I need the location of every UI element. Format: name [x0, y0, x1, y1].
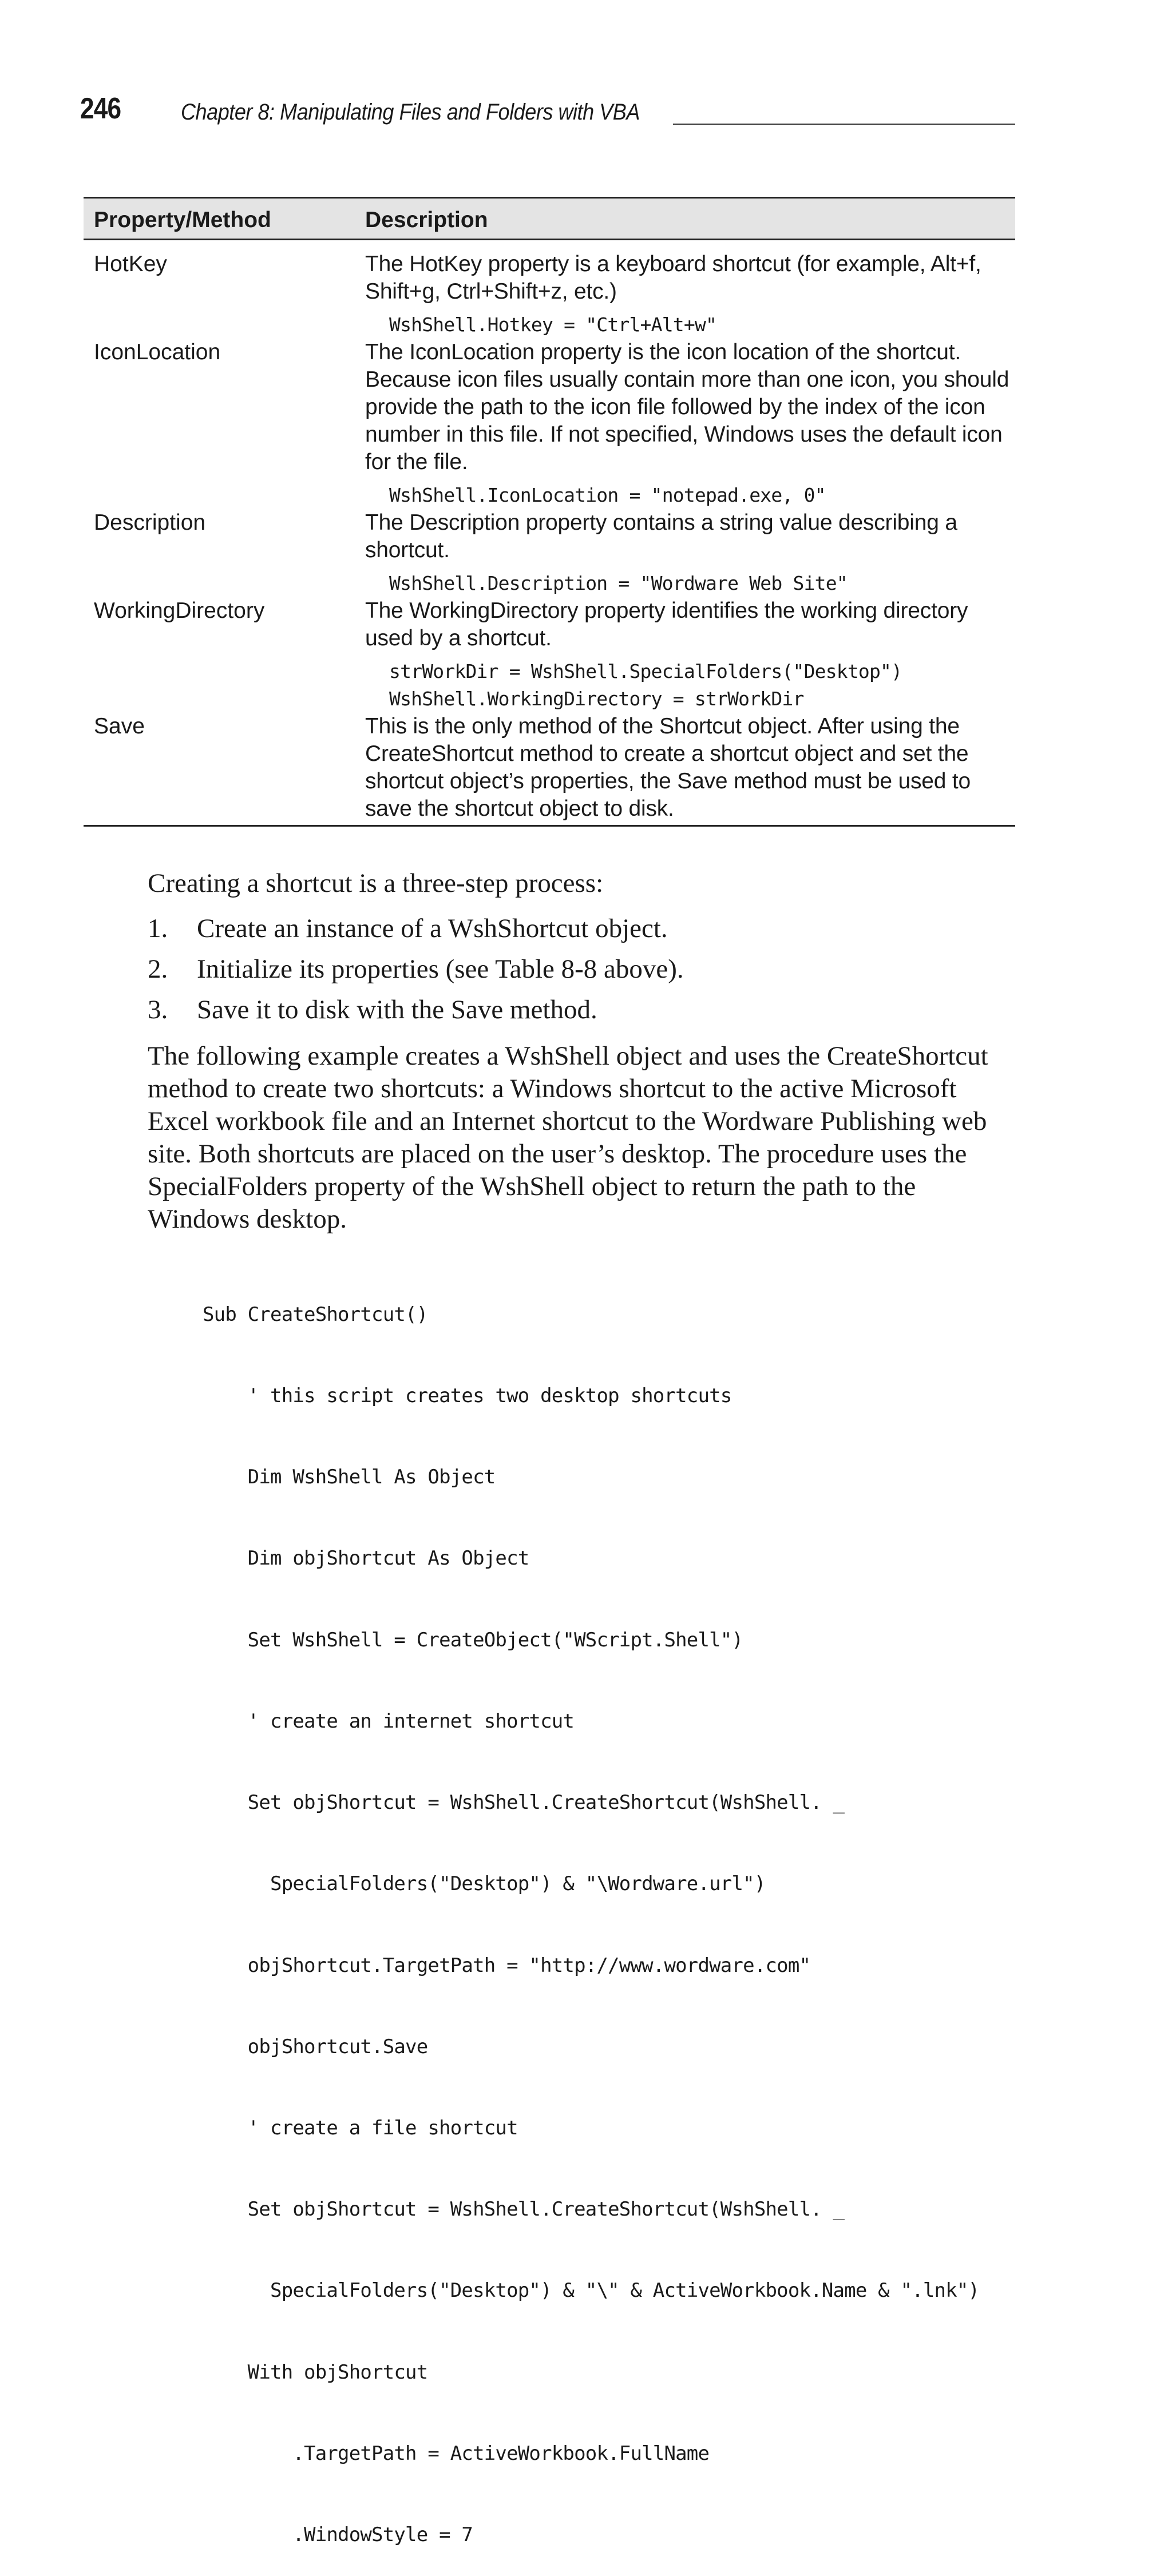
code-line: SpecialFolders("Desktop") & "\" & ActiveWorkbook.Name & ".lnk")	[203, 2279, 980, 2303]
row-description: The IconLocation property is the icon location of the shortcut. Because icon files usually contain more than one icon, you should provide the path to the icon file followed by the index of the icon number in this file. If not specified, Windows uses the default icon for the file.	[365, 340, 1009, 474]
row-description: The Description property contains a string value describing a shortcut.	[365, 510, 957, 562]
code-line: .TargetPath = ActiveWorkbook.FullName	[203, 2442, 710, 2465]
list-item	[148, 949, 684, 990]
step-number: 1.	[148, 914, 168, 943]
code-line: objShortcut.TargetPath = "http://www.wordware.com"	[203, 1954, 811, 1977]
row-code-line: strWorkDir = WshShell.SpecialFolders("Desktop")	[389, 660, 902, 682]
step-number: 2.	[148, 954, 168, 984]
step-text: Create an instance of a WshShortcut object.	[197, 914, 668, 943]
code-line: Set WshShell = CreateObject("WScript.Shell")	[203, 1628, 743, 1652]
intro-paragraph: Creating a shortcut is a three-step process:	[148, 868, 604, 898]
code-line: Set objShortcut = WshShell.CreateShortcut(WshShell. _	[203, 1791, 845, 1815]
row-description: This is the only method of the Shortcut object. After using the CreateShortcut method to create a shortcut object and set the shortcut object’s properties, the Save method must be used to save the shortcut object to disk.	[365, 714, 971, 821]
table-row-description	[84, 509, 1015, 597]
table-header-row	[84, 197, 1015, 240]
step-text: Save it to disk with the Save method.	[197, 995, 597, 1025]
running-title: Chapter 8: Manipulating Files and Folders with VBA	[181, 100, 640, 125]
row-description: The WorkingDirectory property identifies the working directory used by a shortcut.	[365, 598, 968, 650]
code-line: SpecialFolders("Desktop") & "\Wordware.url")	[203, 1872, 766, 1896]
code-line: ' create a file shortcut	[203, 2117, 518, 2140]
code-line: objShortcut.Save	[203, 2035, 428, 2058]
row-property-name: Description	[94, 510, 206, 535]
property-table	[84, 197, 1015, 827]
page-number: 246	[80, 92, 121, 125]
column-header-property: Property/Method	[94, 208, 271, 232]
row-code-line: WshShell.WorkingDirectory = strWorkDir	[389, 688, 804, 710]
code-line: ' create an internet shortcut	[203, 1709, 575, 1733]
table-row-save	[84, 713, 1015, 825]
column-header-description: Description	[365, 208, 488, 232]
table-row-workingdirectory	[84, 597, 1015, 713]
header-rule	[673, 124, 1015, 125]
steps-list	[148, 908, 684, 1030]
table-row-hotkey	[84, 240, 1015, 339]
row-code-line: WshShell.Description = "Wordware Web Site"	[389, 572, 848, 594]
row-property-name: WorkingDirectory	[94, 598, 265, 623]
table-body	[84, 240, 1015, 827]
code-line: With objShortcut	[203, 2360, 428, 2384]
code-listing	[203, 1247, 979, 2576]
row-property-name: HotKey	[94, 252, 167, 276]
step-text: Initialize its properties (see Table 8-8 above).	[197, 954, 684, 984]
list-item	[148, 908, 684, 949]
code-line: Dim objShortcut As Object	[203, 1547, 529, 1570]
code-line: ' this script creates two desktop shortcuts	[203, 1384, 732, 1408]
row-property-name: IconLocation	[94, 340, 221, 364]
code-line: Sub CreateShortcut()	[203, 1303, 428, 1326]
step-number: 3.	[148, 995, 168, 1025]
row-description: The HotKey property is a keyboard shortcut (for example, Alt+f, Shift+g, Ctrl+Shift+z, etc.)	[365, 252, 981, 304]
code-line: .WindowStyle = 7	[203, 2523, 473, 2547]
row-code-line: WshShell.IconLocation = "notepad.exe, 0"	[389, 484, 826, 506]
row-code-line: WshShell.Hotkey = "Ctrl+Alt+w"	[389, 313, 717, 336]
list-item	[148, 990, 684, 1030]
code-line: Dim WshShell As Object	[203, 1466, 496, 1489]
code-line: Set objShortcut = WshShell.CreateShortcut(WshShell. _	[203, 2198, 845, 2221]
example-paragraph: The following example creates a WshShell object and uses the CreateShortcut method to create two shortcuts: a Windows shortcut to the active Microsoft Excel workbook file and an Internet shortcut to the Wordware Publishing web site. Both shortcuts are placed on the user’s desktop. The procedure uses the SpecialFolders property of the WshShell object to return the path to the Windows desktop.	[148, 1041, 988, 1234]
row-property-name: Save	[94, 714, 145, 739]
table-row-iconlocation	[84, 339, 1015, 509]
